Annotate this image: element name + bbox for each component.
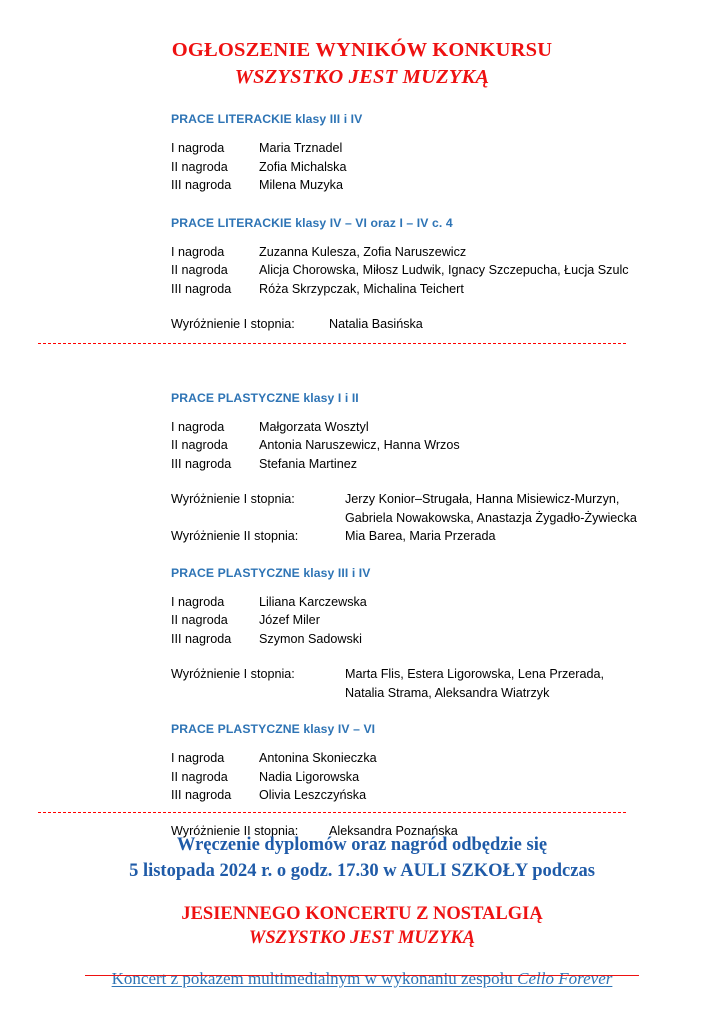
title-subtitle-line: WSZYSTKO JEST MUZYKĄ: [234, 65, 490, 88]
award-row: [171, 768, 684, 787]
award-list: [171, 418, 684, 474]
results-section: [171, 722, 684, 840]
concert-title-line-1: JESIENNEGO KONCERTU Z NOSTALGIĄ: [181, 904, 543, 925]
invitation-line-1: Wręczenie dyplomów oraz nagród odbędzie się: [176, 835, 548, 855]
ceremony-invitation: [0, 833, 724, 884]
distinction-row: [171, 315, 684, 334]
concert-description-text: Koncert z pokazem multimedialnym w wykonaniu zespołu: [111, 968, 518, 988]
concert-title-line-2: WSZYSTKO JEST MUZYKĄ: [248, 928, 476, 949]
award-label: II nagroda: [171, 263, 228, 278]
award-label: III nagroda: [171, 281, 232, 296]
results-section: [171, 391, 684, 546]
distinction-label: Wyróżnienie I stopnia:: [171, 492, 295, 507]
award-label: III nagroda: [171, 456, 232, 471]
award-list: [171, 243, 684, 299]
award-row: [171, 139, 684, 158]
award-row: [171, 786, 684, 805]
distinction-name-line: Gabriela Nowakowska, Anastazja Żygadło-Żywiecka: [345, 510, 637, 525]
distinction-label: Wyróżnienie I stopnia:: [171, 667, 295, 682]
award-label: I nagroda: [171, 751, 225, 766]
distinction-label: Wyróżnienie I stopnia:: [171, 317, 295, 332]
award-names: Olivia Leszczyńska: [259, 788, 367, 803]
award-list: [171, 749, 684, 805]
award-names: Liliana Karczewska: [259, 594, 367, 609]
award-label: III nagroda: [171, 631, 232, 646]
distinction-name-line: Marta Flis, Estera Ligorowska, Lena Przerada,: [345, 667, 604, 682]
distinction-list: [171, 665, 684, 702]
distinction-row: [171, 527, 684, 546]
award-row: [171, 749, 684, 768]
distinction-row: [171, 665, 684, 702]
distinction-list: [171, 490, 684, 546]
award-names: Alicja Chorowska, Miłosz Ludwik, Ignacy Szczepucha, Łucja Szulc: [259, 263, 629, 278]
document-title: [0, 0, 724, 90]
award-label: II nagroda: [171, 769, 228, 784]
award-names: Zuzanna Kulesza, Zofia Naruszewicz: [259, 244, 467, 259]
section-heading: PRACE LITERACKIE klasy IV – VI oraz I – IV c. 4: [171, 215, 453, 230]
section-heading: PRACE LITERACKIE klasy III i IV: [171, 112, 363, 127]
award-row: [171, 158, 684, 177]
award-names: Maria Trznadel: [259, 141, 343, 156]
document-footer: [0, 833, 724, 990]
section-spacer: [171, 195, 684, 216]
award-list: [171, 139, 684, 195]
results-section: [171, 216, 684, 334]
results-section: [171, 566, 684, 703]
distinction-names: [345, 527, 684, 546]
award-row: [171, 243, 684, 262]
award-label: II nagroda: [171, 438, 228, 453]
award-names: Zofia Michalska: [259, 159, 347, 174]
award-names: Antonia Naruszewicz, Hanna Wrzos: [259, 438, 460, 453]
award-row: [171, 280, 684, 299]
section-heading: PRACE PLASTYCZNE klasy I i II: [171, 390, 359, 405]
section-spacer: [171, 702, 684, 722]
award-label: II nagroda: [171, 159, 228, 174]
invitation-line-2: 5 listopada 2024 r. o godz. 17.30 w AULI SZKOŁY podczas: [129, 860, 595, 881]
award-names: Szymon Sadowski: [259, 631, 362, 646]
section-divider-lower: [38, 812, 626, 813]
award-names: Antonina Skonieczka: [259, 751, 377, 766]
section-divider-upper: [38, 343, 626, 344]
distinction-names: [345, 490, 684, 527]
distinction-name-line: Aleksandra Poznańska: [329, 823, 458, 838]
title-main-line: OGŁOSZENIE WYNIKÓW KONKURSU: [171, 39, 553, 61]
distinction-name-line: Mia Barea, Maria Przerada: [345, 529, 496, 544]
award-names: Nadia Ligorowska: [259, 769, 360, 784]
award-row: [171, 418, 684, 437]
distinction-name-line: Jerzy Konior–Strugała, Hanna Misiewicz-Murzyn,: [345, 492, 620, 507]
award-label: I nagroda: [171, 594, 225, 609]
award-label: I nagroda: [171, 419, 225, 434]
award-names: Stefania Martinez: [259, 456, 358, 471]
award-row: [171, 611, 684, 630]
award-list: [171, 593, 684, 649]
section-heading: PRACE PLASTYCZNE klasy IV – VI: [171, 722, 376, 737]
award-row: [171, 455, 684, 474]
award-label: III nagroda: [171, 788, 232, 803]
distinction-row: [171, 490, 684, 527]
distinction-label: Wyróżnienie II stopnia:: [171, 823, 299, 838]
distinction-name-line: Natalia Basińska: [329, 317, 423, 332]
award-label: I nagroda: [171, 141, 225, 156]
footer-rule: [85, 975, 639, 976]
award-label: I nagroda: [171, 244, 225, 259]
results-section: [171, 112, 684, 195]
award-row: [171, 593, 684, 612]
section-heading: PRACE PLASTYCZNE klasy III i IV: [171, 565, 371, 580]
award-names: Małgorzata Wosztyl: [259, 419, 369, 434]
award-row: [171, 436, 684, 455]
award-label: III nagroda: [171, 178, 232, 193]
results-content: [0, 112, 724, 840]
distinction-names: [329, 315, 684, 334]
distinction-name-line: Natalia Strama, Aleksandra Wiatrzyk: [345, 685, 550, 700]
distinction-label: Wyróżnienie II stopnia:: [171, 529, 299, 544]
distinction-list: [171, 315, 684, 334]
award-row: [171, 176, 684, 195]
concert-band-name: Cello Forever: [517, 968, 613, 988]
concert-title: [0, 902, 724, 951]
award-row: [171, 261, 684, 280]
award-names: Milena Muzyka: [259, 178, 343, 193]
distinction-names: [345, 665, 684, 702]
award-names: Róża Skrzypczak, Michalina Teichert: [259, 281, 464, 296]
concert-description: [0, 968, 724, 990]
award-label: II nagroda: [171, 613, 228, 628]
award-names: Józef Miler: [259, 613, 320, 628]
award-row: [171, 630, 684, 649]
section-spacer: [171, 546, 684, 566]
